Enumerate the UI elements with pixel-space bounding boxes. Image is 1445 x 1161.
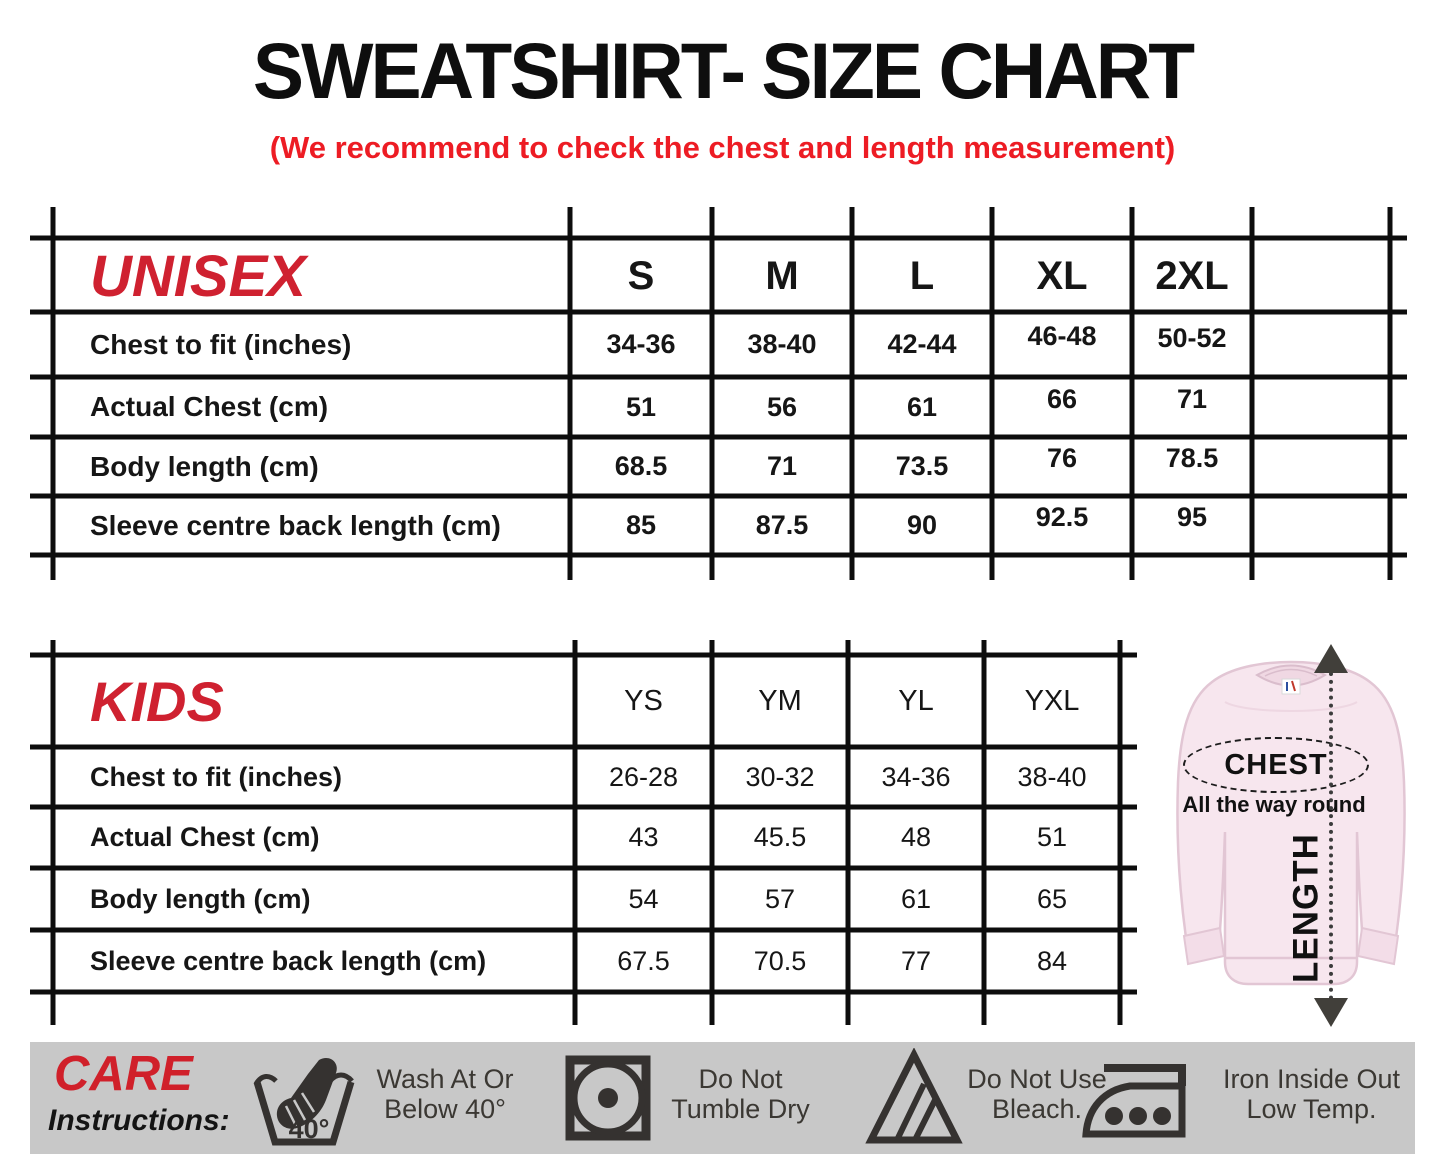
- unisex-cell: 87.5: [755, 510, 809, 540]
- kids-cell: 43: [628, 822, 659, 852]
- kids-size-table: [30, 635, 1175, 1030]
- care-item-label: [1214, 1064, 1409, 1124]
- care-label-line2: Below 40°: [384, 1094, 506, 1125]
- length-arrow-top-icon: [1314, 644, 1348, 673]
- kids-size-header: YXL: [1024, 684, 1080, 717]
- length-label: LENGTH: [1286, 833, 1326, 983]
- kids-row-label: Chest to fit (inches): [90, 761, 343, 792]
- unisex-cell: 73.5: [895, 451, 949, 481]
- do-not-tumble-dry-icon: [564, 1054, 652, 1142]
- kids-size-header: YS: [624, 684, 663, 717]
- unisex-cell: 42-44: [887, 329, 957, 359]
- kids-cell: 61: [900, 883, 932, 914]
- unisex-cell: 71: [1176, 383, 1208, 414]
- unisex-size-header: L: [909, 253, 935, 298]
- kids-cell: 48: [900, 822, 932, 852]
- iron-low-temp-icon: [1076, 1056, 1212, 1142]
- unisex-cell: 85: [625, 510, 657, 540]
- kids-cell: 57: [764, 883, 796, 914]
- kids-cell: 51: [1036, 822, 1068, 852]
- unisex-cell: 51: [625, 391, 657, 422]
- kids-cell: 84: [1036, 945, 1068, 976]
- length-arrow-line: [1329, 672, 1333, 1000]
- do-not-bleach-icon: [864, 1048, 964, 1146]
- kids-cell: 45.5: [753, 822, 807, 852]
- unisex-size-table: [30, 202, 1415, 582]
- care-label-line1: Do Not: [698, 1064, 783, 1094]
- kids-row-label: Body length (cm): [90, 883, 311, 914]
- unisex-cell: 56: [766, 391, 798, 422]
- unisex-cell: 50-52: [1157, 323, 1227, 353]
- care-label-line2: Tumble Dry: [671, 1094, 810, 1125]
- unisex-size-header: M: [765, 253, 799, 298]
- kids-cell: 54: [628, 883, 659, 914]
- kids-cell: 26-28: [608, 761, 679, 792]
- care-label-line2: Bleach.: [991, 1094, 1083, 1125]
- wash-temp-text: 40°: [288, 1114, 330, 1144]
- kids-size-header: YM: [758, 684, 802, 717]
- kids-cell: 70.5: [753, 945, 807, 976]
- unisex-cell: 66: [1046, 383, 1078, 414]
- kids-heading: KIDS: [90, 669, 224, 733]
- unisex-cell: 78.5: [1165, 443, 1219, 473]
- unisex-cell: 95: [1176, 502, 1208, 532]
- kids-size-header: YL: [898, 684, 934, 717]
- kids-cell: 77: [900, 945, 932, 976]
- kids-cell: 30-32: [745, 761, 815, 792]
- care-instructions-bar: [30, 1042, 1415, 1154]
- unisex-row-label: Body length (cm): [90, 450, 319, 482]
- chest-label: CHEST: [1224, 748, 1328, 781]
- care-item-label: [360, 1064, 530, 1124]
- unisex-row-label: Actual Chest (cm): [90, 391, 329, 422]
- unisex-cell: 71: [766, 451, 798, 481]
- unisex-cell: 34-36: [606, 329, 676, 359]
- care-label-line2: Low Temp.: [1246, 1094, 1377, 1125]
- unisex-cell: 38-40: [747, 329, 817, 359]
- page-subtitle: (We recommend to check the chest and length measurement): [269, 130, 1176, 165]
- unisex-cell: 61: [906, 391, 938, 422]
- unisex-row-label: Chest to fit (inches): [90, 328, 352, 360]
- kids-cell: 67.5: [617, 945, 670, 976]
- unisex-cell: 92.5: [1035, 502, 1089, 532]
- hand-wash-40-icon: [252, 1046, 356, 1150]
- kids-cell: 38-40: [1017, 761, 1087, 792]
- chest-sublabel: All the way round: [1182, 792, 1366, 817]
- kids-row-label: Actual Chest (cm): [90, 822, 320, 852]
- unisex-cell: 68.5: [614, 451, 668, 481]
- care-label-line1: Iron Inside Out: [1222, 1064, 1401, 1094]
- unisex-heading: UNISEX: [90, 243, 306, 309]
- care-item-label: [658, 1064, 823, 1124]
- care-label-line1: Wash At Or: [376, 1064, 514, 1094]
- unisex-cell: 46-48: [1027, 321, 1097, 351]
- care-label-line1: Do Not Use: [967, 1064, 1107, 1094]
- unisex-size-header: XL: [1036, 253, 1088, 298]
- unisex-cell: 76: [1046, 443, 1078, 473]
- unisex-cell: 90: [906, 510, 938, 540]
- unisex-size-header: 2XL: [1155, 253, 1229, 298]
- kids-row-label: Sleeve centre back length (cm): [90, 945, 487, 976]
- kids-cell: 34-36: [881, 761, 951, 792]
- unisex-row-label: Sleeve centre back length (cm): [90, 509, 501, 541]
- chest-measure-ellipse: [1183, 737, 1369, 793]
- care-heading: CARE: [54, 1047, 193, 1101]
- care-subheading: Instructions:: [48, 1104, 230, 1137]
- unisex-size-header: S: [627, 253, 655, 298]
- page-title: SWEATSHIRT- SIZE CHART: [252, 26, 1193, 115]
- kids-cell: 65: [1036, 883, 1068, 914]
